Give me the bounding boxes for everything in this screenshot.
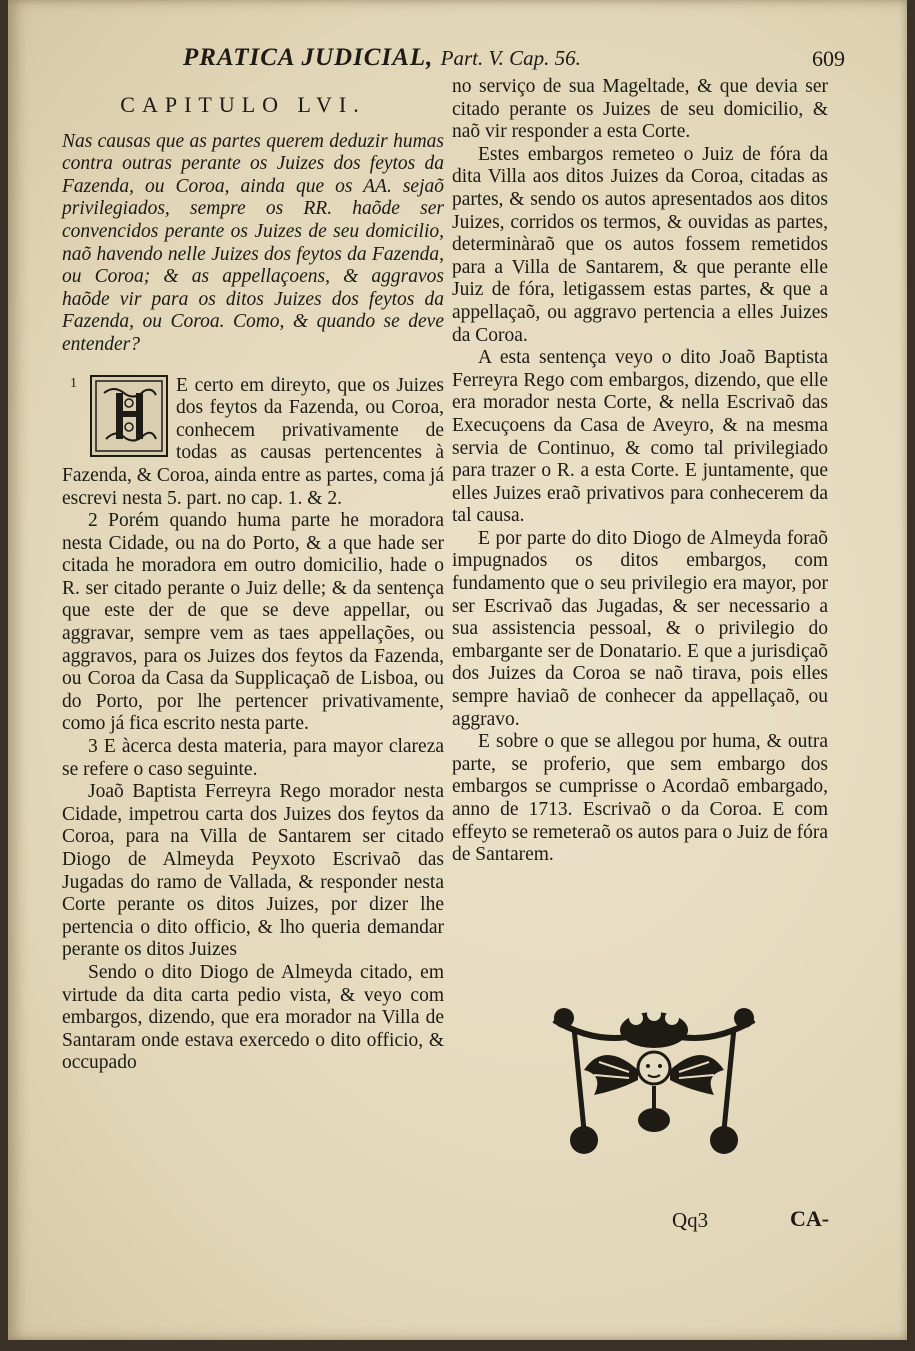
page-number: 609 <box>812 46 845 71</box>
right-paragraph-3: A esta sentença veyo o dito Joaõ Baptista Ferreyra Rego com embargos, dizendo, que elle era morador nesta Corte, & nella Escrivaõ das Execuçoens da Casa de Aveyro, & na mesma servia de Continuo, & como tal privilegiado para trazer o R. a esta Corte. E juntamente, que elles Juizes eraõ privativos para conhecerem da tal causa. <box>452 347 828 527</box>
right-paragraph-5: E sobre o que se allegou por huma, & outra parte, se proferio, que sem embargo dos embargos se cumprisse o Acordaõ embargado, anno de 1713. Escrivaõ o da Coroa. E com effeyto se remeteraõ os autos para o Juiz de fóra de Santarem. <box>452 731 828 866</box>
paragraph-3-text: 3 E àcerca desta materia, para mayor clareza se refere o caso seguinte. <box>62 736 444 780</box>
paragraph-1 <box>62 375 444 511</box>
header-part-chapter: Part. V. Cap. 56. <box>440 46 581 70</box>
right-column <box>452 76 828 867</box>
angel-ornament-icon <box>544 1000 764 1164</box>
left-column <box>62 88 444 1075</box>
decorated-initial-icon <box>90 375 168 457</box>
right-paragraph-1: no serviço de sua Mageltade, & que devia ser citado perante os Juizes de seu domicilio, & naõ vir responder a esta Corte. <box>452 76 828 143</box>
chapter-summary: Nas causas que as partes querem deduzir humas contra outras perante os Juizes dos feytos da Fazenda, ou Coroa, ainda que os AA. sejaõ privilegiados, sempre os RR. haõde ser convencidos perante os Juizes de seu domicilio, naõ havendo nelle Juizes dos feytos da Fazenda, ou Coroa; & as appellaçoens, & aggravos haõde vir para os ditos Juizes dos feytos da Fazenda, ou Coroa. Como, & quando se deve entender? <box>62 130 444 355</box>
paragraph-5-text: Sendo o dito Diogo de Almeyda citado, em virtude da dita carta pedio vista, & veyo com embargos, dizendo, que era morador na Villa de Santaram onde estava exercedo o dito officio, & occupado <box>62 961 444 1074</box>
chapter-title: CAPITULO LVI. <box>120 92 366 117</box>
book-page <box>8 0 907 1340</box>
paragraph-1-number: 1 <box>70 375 77 391</box>
right-paragraph-4: E por parte do dito Diogo de Almeyda foraõ impugnados os ditos embargos, com fundamento que o seu privilegio era mayor, por ser Escrivaõ das Jugadas, & ser necessario a sua assistencia pessoal, & o privilegio do embargante ser de Donatario. E que a jurisdiçaõ dos Juizes da Coroa se naõ tirava, pois elles sempre haviaõ de conhecer da appellaçaõ, ou aggravo. <box>452 527 828 730</box>
signature-mark: Qq3 <box>672 1208 709 1232</box>
header-title: PRATICA JUDICIAL, <box>183 44 434 71</box>
paragraph-1-text: E certo em direyto, que os Juizes dos feytos da Fazenda, ou Coroa, conhecem privativamente de todas as causas pertencentes à Fazenda, & Coroa, ainda entre as partes, coma já escrevi nesta 5. part. no cap. 1. & 2. <box>62 374 444 509</box>
running-header <box>183 44 703 72</box>
paragraph-2-text: 2 Porém quando huma parte he moradora nesta Cidade, ou na do Porto, & a que hade ser citada he moradora em outro domicilio, hade o R. ser citado perante o Juiz delle; & da sentença que este der de que se deve appellar, ou aggravar, sempre vem as taes appellações, ou aggravos, para os Juizes dos feytos da Fazenda, ou Coroa da Casa da Supplicaçaõ de Lisboa, ou do Porto, por lhe pertencer privativamente, como já fica escrito nesta parte. <box>62 510 444 735</box>
paragraph-4-text: Joaõ Baptista Ferreyra Rego morador nesta Cidade, impetrou carta dos Juizes dos feytos da Coroa, para na Villa de Santarem ser citado Diogo de Almeyda Peyxoto Escrivaõ das Jugadas do ramo de Vallada, & responder nesta Corte perante os ditos Juizes, por dizer lhe pertencia o dito officio, & lho queria demandar perante os ditos Juizes <box>62 781 444 961</box>
catchword: CA- <box>790 1206 830 1231</box>
right-paragraph-2: Estes embargos remeteo o Juiz de fóra da dita Villa aos ditos Juizes da Coroa, citadas as partes, & sendo os autos apresentados aos ditos Juizes, corridos os termos, & ouvidas as partes, determinàraõ que os autos fossem remetidos para a Villa de Santarem, & que perante elle Juiz de fóra, letigassem estas partes, & que a appellaçaõ, ou aggravo pertencia a elles Juizes da Coroa. <box>452 143 828 346</box>
